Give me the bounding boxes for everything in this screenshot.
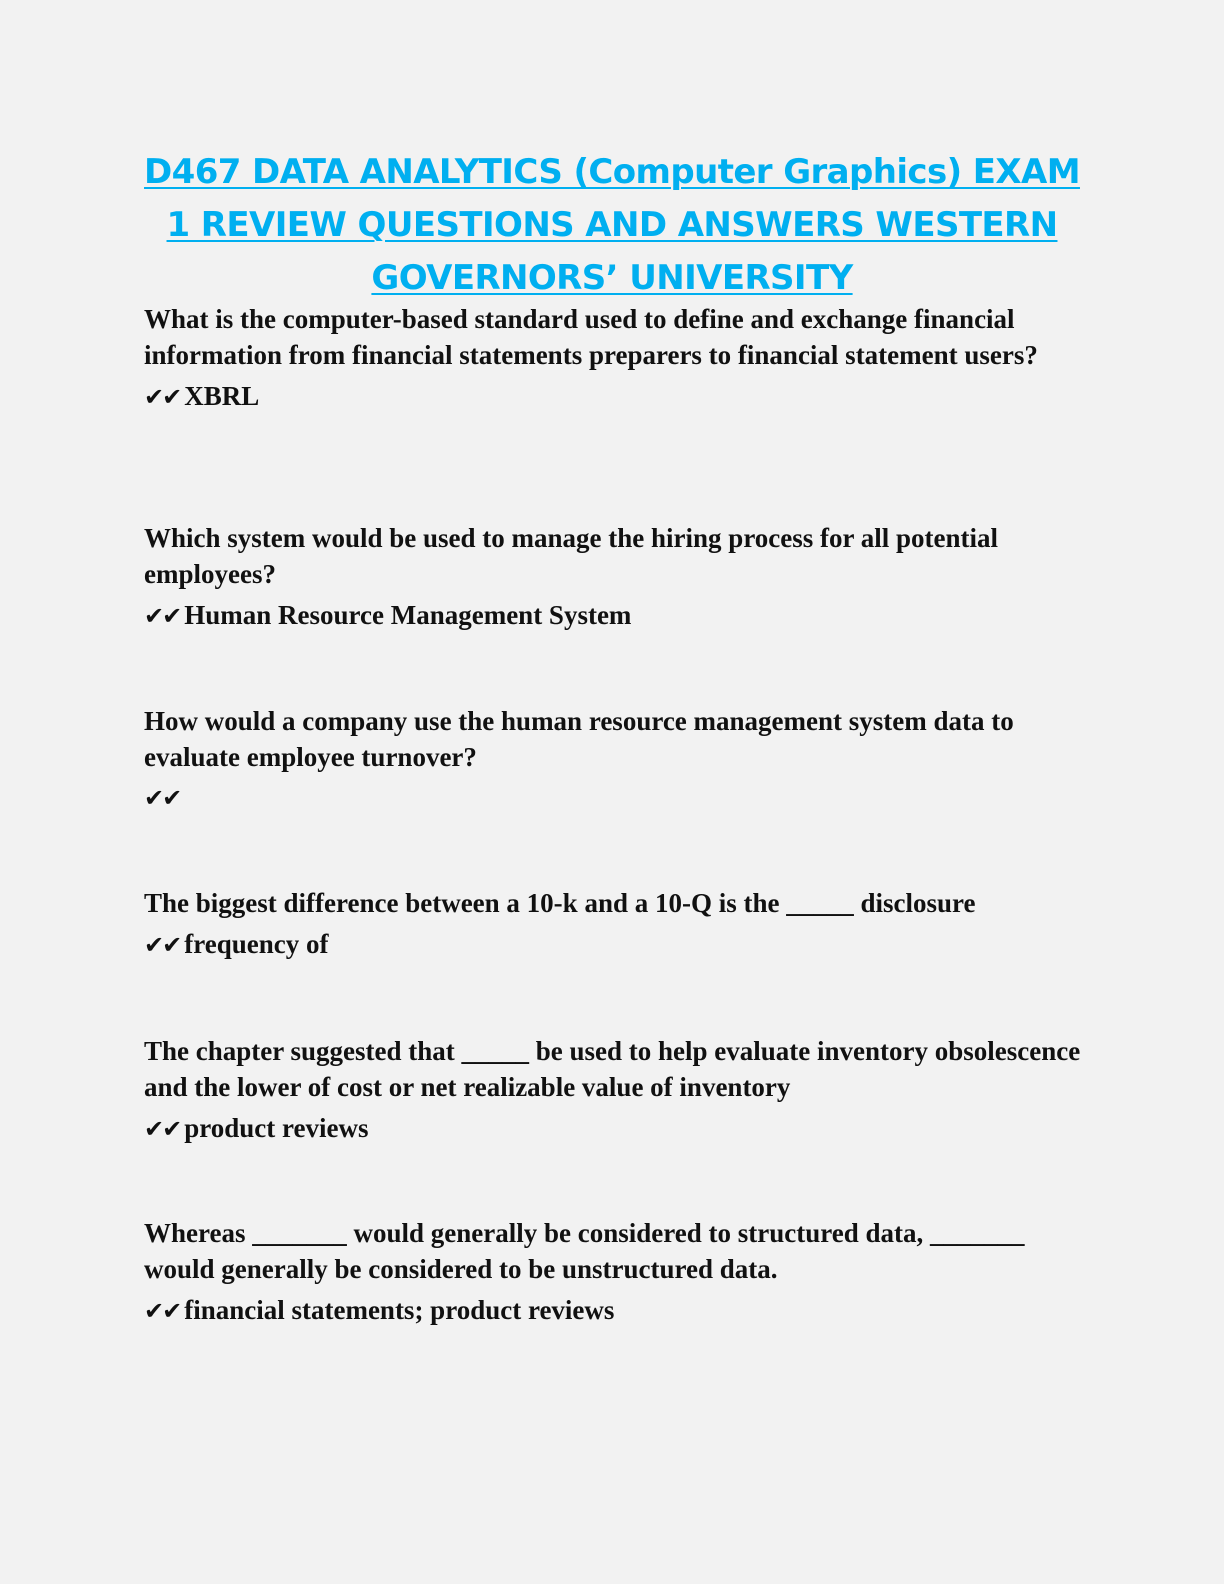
question-text: Whereas _______ would generally be considered to structured data, _______ would generally be considered to be unstructured data. bbox=[144, 1218, 1025, 1284]
answer-text: product reviews bbox=[184, 1113, 369, 1143]
answer-line bbox=[144, 596, 1084, 635]
double-check-icon: ✔✔ bbox=[144, 383, 181, 411]
double-check-icon: ✔✔ bbox=[144, 1297, 181, 1325]
qa-item-1 bbox=[144, 301, 1084, 416]
answer-line bbox=[144, 779, 1084, 817]
qa-item-6 bbox=[144, 1215, 1084, 1330]
title-line-3: GOVERNORS’ UNIVERSITY bbox=[371, 258, 853, 298]
double-check-icon: ✔✔ bbox=[144, 602, 181, 630]
qa-item-5 bbox=[144, 1033, 1084, 1148]
question-text: The chapter suggested that _____ be used to help evaluate inventory obsolescence and the lower of cost or net realizable value of inventory bbox=[144, 1036, 1081, 1102]
qa-item-2 bbox=[144, 520, 1084, 635]
document-title bbox=[120, 146, 1104, 305]
answer-text: Human Resource Management System bbox=[184, 600, 632, 630]
answer-text: financial statements; product reviews bbox=[184, 1295, 615, 1325]
double-check-icon: ✔✔ bbox=[144, 784, 181, 812]
answer-line bbox=[144, 377, 1084, 416]
answer-line bbox=[144, 1109, 1084, 1148]
answer-line bbox=[144, 1291, 1084, 1330]
answer-text: XBRL bbox=[184, 381, 260, 411]
question-text: Which system would be used to manage the hiring process for all potential employees? bbox=[144, 523, 999, 589]
qa-item-3 bbox=[144, 703, 1084, 817]
double-check-icon: ✔✔ bbox=[144, 931, 181, 959]
answer-line bbox=[144, 925, 1084, 964]
title-line-1: D467 DATA ANALYTICS (Computer Graphics) EXAM bbox=[144, 152, 1080, 192]
qa-item-4 bbox=[144, 885, 1084, 964]
question-text: How would a company use the human resource management system data to evaluate employee turnover? bbox=[144, 706, 1014, 772]
question-text: What is the computer-based standard used to define and exchange financial information from financial statements preparers to financial statement users? bbox=[144, 304, 1038, 370]
double-check-icon: ✔✔ bbox=[144, 1115, 181, 1143]
answer-text: frequency of bbox=[184, 929, 329, 959]
question-text: The biggest difference between a 10-k and a 10-Q is the _____ disclosure bbox=[144, 888, 976, 918]
title-line-2: 1 REVIEW QUESTIONS AND ANSWERS WESTERN bbox=[166, 205, 1058, 245]
